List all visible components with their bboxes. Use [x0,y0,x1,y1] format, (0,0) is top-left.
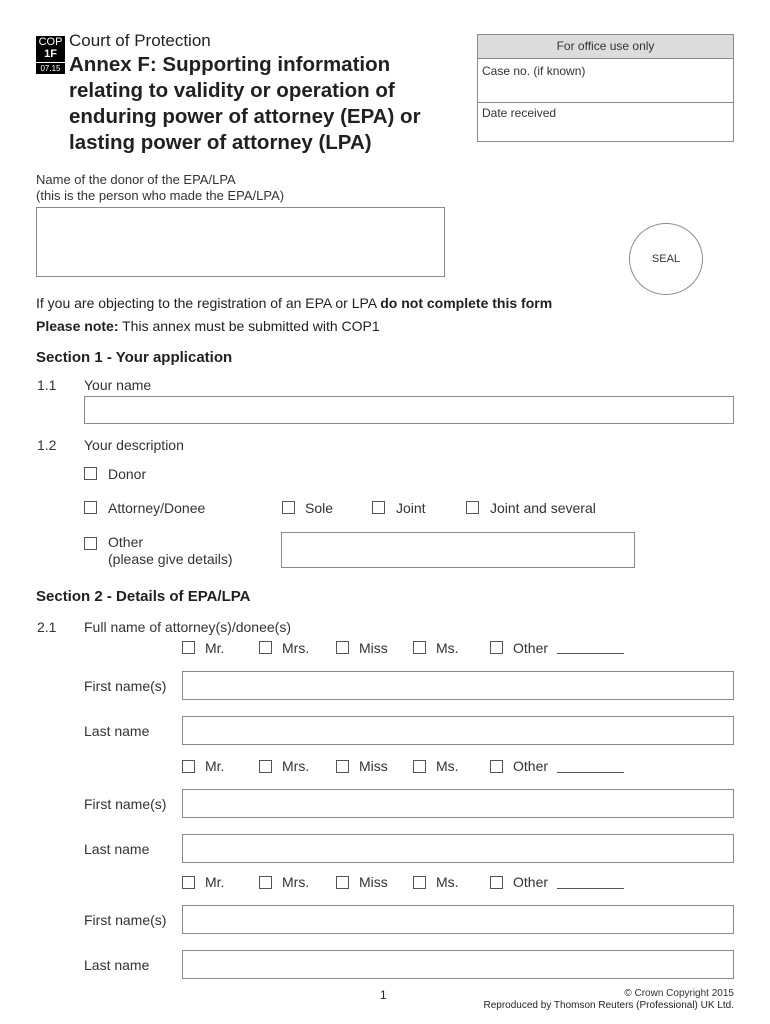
publisher-notice: Reproduced by Thomson Reuters (Professional) UK Ltd. [483,1000,734,1011]
your-name-label: Your name [84,377,152,393]
badge-code: COP [38,36,63,48]
first-name-label: First name(s) [84,912,167,928]
miss-label: Miss [359,758,388,774]
other-details-field[interactable] [281,532,635,568]
attorney-3-first-name-field[interactable] [182,905,734,934]
mrs-label: Mrs. [282,874,310,890]
sole-checkbox[interactable] [282,501,295,514]
form-code-badge [36,36,65,74]
please-note-label: Please note: [36,318,119,334]
first-name-label: First name(s) [84,678,167,694]
attorney-checkbox[interactable] [84,501,97,514]
attorney-1-first-name-field[interactable] [182,671,734,700]
objecting-note-emphasis: do not complete this form [380,295,553,311]
other-title-checkbox[interactable] [490,760,503,773]
joint-and-several-option-label: Joint and several [490,500,596,516]
form-title: Annex F: Supporting information relating to validity or operation of enduring power of attorney (EPA) or lasting power of attorney (LPA) [69,53,421,154]
mrs-label: Mrs. [282,758,310,774]
miss-checkbox[interactable] [336,760,349,773]
other-title-field[interactable] [557,772,624,773]
last-name-label: Last name [84,723,150,739]
attorney-2-last-name-field[interactable] [182,834,734,863]
mr-checkbox[interactable] [182,760,195,773]
date-received-label: Date received [482,106,557,120]
ms-label: Ms. [436,758,459,774]
seal-stamp: SEAL [629,223,703,295]
case-number-label: Case no. (if known) [482,64,586,78]
other-title-checkbox[interactable] [490,876,503,889]
mr-label: Mr. [205,874,225,890]
other-title-field[interactable] [557,888,624,889]
miss-label: Miss [359,874,388,890]
please-note [36,318,380,334]
other-title-checkbox[interactable] [490,641,503,654]
attorney-3-last-name-field[interactable] [182,950,734,979]
other-title-field[interactable] [557,653,624,654]
office-use-box [477,34,734,142]
donor-label: Name of the donor of the EPA/LPA [36,172,236,187]
badge-number: 1F [44,48,57,60]
attorney-option-label: Attorney/Donee [108,500,206,516]
badge-date: 07.15 [36,62,65,74]
ms-label: Ms. [436,874,459,890]
miss-checkbox[interactable] [336,876,349,889]
objecting-note [36,295,552,311]
donor-checkbox[interactable] [84,467,97,480]
your-description-label: Your description [84,437,184,453]
copyright-notice: © Crown Copyright 2015 [624,988,734,999]
please-note-text: This annex must be submitted with COP1 [118,318,380,334]
attorney-1-last-name-field[interactable] [182,716,734,745]
question-number: 1.2 [37,437,57,453]
mrs-checkbox[interactable] [259,641,272,654]
last-name-label: Last name [84,957,150,973]
donor-name-field[interactable] [36,207,445,277]
sole-option-label: Sole [305,500,334,516]
section-1-heading: Section 1 - Your application [36,349,233,366]
mr-checkbox[interactable] [182,876,195,889]
page-number: 1 [380,988,387,1002]
ms-checkbox[interactable] [413,876,426,889]
miss-checkbox[interactable] [336,641,349,654]
office-use-heading: For office use only [478,35,733,59]
mrs-checkbox[interactable] [259,876,272,889]
mrs-label: Mrs. [282,640,310,656]
mr-label: Mr. [205,758,225,774]
ms-checkbox[interactable] [413,760,426,773]
miss-label: Miss [359,640,388,656]
other-title-label: Other [513,874,549,890]
your-name-field[interactable] [84,396,734,424]
attorney-2-first-name-field[interactable] [182,789,734,818]
attorney-names-label: Full name of attorney(s)/donee(s) [84,619,291,635]
joint-and-several-checkbox[interactable] [466,501,479,514]
other-option-hint: (please give details) [108,551,233,567]
joint-option-label: Joint [396,500,426,516]
mr-checkbox[interactable] [182,641,195,654]
other-title-label: Other [513,640,549,656]
mr-label: Mr. [205,640,225,656]
section-2-heading: Section 2 - Details of EPA/LPA [36,588,251,605]
ms-label: Ms. [436,640,459,656]
question-number: 2.1 [37,619,57,635]
first-name-label: First name(s) [84,796,167,812]
donor-label-hint: (this is the person who made the EPA/LPA) [36,188,285,203]
question-number: 1.1 [37,377,57,393]
ms-checkbox[interactable] [413,641,426,654]
last-name-label: Last name [84,841,150,857]
other-option-label: Other [108,534,144,550]
other-checkbox[interactable] [84,537,97,550]
divider [478,102,733,103]
objecting-note-text: If you are objecting to the registration of an EPA or LPA [36,295,381,311]
donor-option-label: Donor [108,466,147,482]
joint-checkbox[interactable] [372,501,385,514]
other-title-label: Other [513,758,549,774]
mrs-checkbox[interactable] [259,760,272,773]
court-name: Court of Protection [69,31,211,50]
